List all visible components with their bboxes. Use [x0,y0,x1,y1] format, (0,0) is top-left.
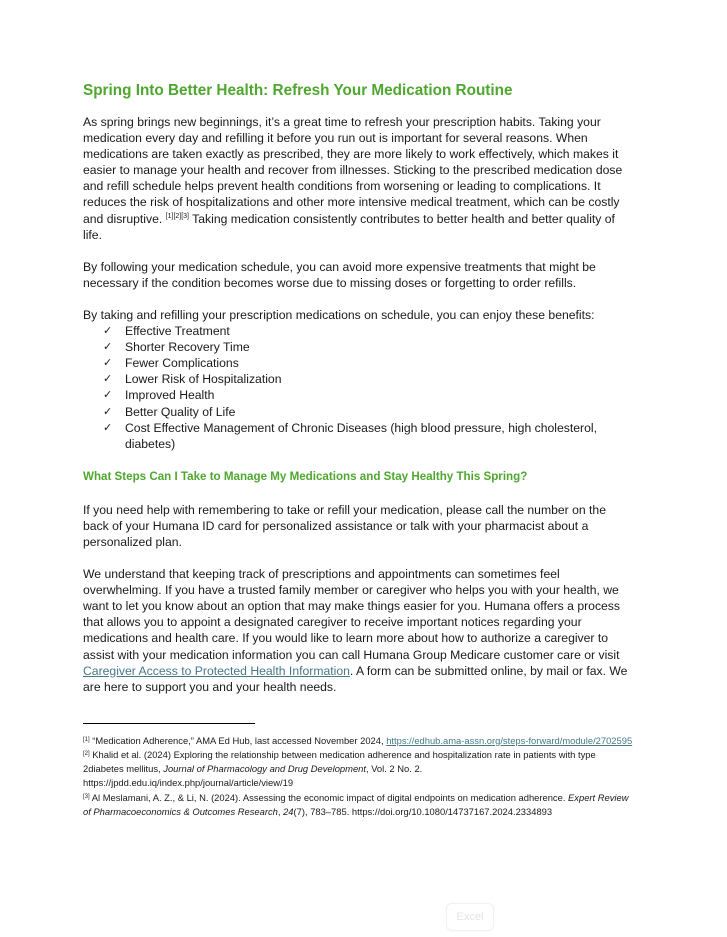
checkmark-icon: ✓ [103,325,113,338]
benefits-list [83,323,633,452]
benefit-item: ✓ Cost Effective Management of Chronic Diseases (high blood pressure, high cholesterol, diabetes) [103,420,597,451]
excel-button[interactable]: Excel [446,903,494,931]
benefits-intro: By taking and refilling your prescription medications on schedule, you can enjoy these benefits: [83,307,595,322]
document-page [83,80,633,819]
reference-markers[interactable]: [1][2][3] [165,212,190,220]
footnote-2: [2] Khalid et al. (2024) Exploring the relationship between medication adherence and hospitalization rate in patients with type 2diabetes mellitus, Journal of Pharmacology and Drug Development, Vol. 2 No. 2. https://jpdd.edu.iq/index.php/journal/article/view/19 [83,749,596,789]
checkmark-icon: ✓ [103,421,113,434]
intro-paragraph [83,114,633,243]
section-subheading: What Steps Can I Take to Manage My Medications and Stay Healthy This Spring? [83,469,528,483]
schedule-paragraph: By following your medication schedule, you can avoid more expensive treatments that might be necessary if the condition becomes worse due to missing doses or forgetting to order refills. [83,259,596,290]
benefit-item: ✓ Lower Risk of Hospitalization [103,372,282,387]
footnote-1-link[interactable]: https://edhub.ama-assn.org/steps-forward/module/2702595 [386,734,633,746]
caregiver-access-link[interactable]: Caregiver Access to Protected Health Information [83,663,350,678]
intro-text-end: Taking medication consistently contributes to better health and better quality of life. [83,211,615,242]
footnote-marker: [2] [83,751,90,758]
benefit-item: ✓ Effective Treatment [103,324,230,339]
checkmark-icon: ✓ [103,341,113,354]
checkmark-icon: ✓ [103,373,113,386]
intro-text: As spring brings new beginnings, it’s a great time to refresh your prescription habits. Taking your medication every day and refilling it before you run out is important for several reasons. When medications are taken exactly as prescribed, they are more likely to work effectively, which makes it easier to manage your health and recover from illnesses. Sticking to the prescribed medication dose and refill schedule helps prevent health conditions from worsening or leading to complications. It reduces the risk of hospitalizations and other more intensive medical treatment, which can be costly and disruptive. [83,115,623,226]
benefit-item: ✓ Improved Health [103,388,215,403]
footnote-3: [3] Al Meslamani, A. Z., & Li, N. (2024). Assessing the economic impact of digital endpoints on medication adherence. Expert Review of Pharmacoeconomics & Outcomes Research, 24(7), 783–785. https://doi.org/10.1080/14737167.2024.2334893 [83,791,629,817]
checkmark-icon: ✓ [103,405,113,418]
benefit-item: ✓ Better Quality of Life [103,404,236,419]
benefit-item: ✓ Shorter Recovery Time [103,340,250,355]
footnote-separator [83,723,255,724]
footnote-1: [1] “Medication Adherence,” AMA Ed Hub, last accessed November 2024, https://edhub.ama-assn.org/steps-forward/module/2702595 [83,734,633,746]
document-title: Spring Into Better Health: Refresh Your Medication Routine [83,82,513,99]
footnote-marker: [3] [83,793,90,800]
benefit-item: ✓ Fewer Complications [103,356,239,371]
footnote-marker: [1] [83,736,90,743]
checkmark-icon: ✓ [103,389,113,402]
caregiver-paragraph: We understand that keeping track of prescriptions and appointments can sometimes feel overwhelming. If you have a trusted family member or caregiver who helps you with your health, we want to let you know about an option that may make things easier for you. Humana offers a process that allows you to appoint a designated caregiver to receive important notices regarding your medications and health care. If you would like to learn more about how to authorize a caregiver to assist with your medication information you can call Humana Group Medicare customer care or visit Caregiver Access to Protected Health Information. A form can be submitted online, by mail or fax. We are here to support you and your health needs. [83,567,628,694]
help-paragraph: If you need help with remembering to take or refill your medication, please call the number on the back of your Humana ID card for personalized assistance or talk with your pharmacist about a personalized plan. [83,502,606,549]
checkmark-icon: ✓ [103,357,113,370]
